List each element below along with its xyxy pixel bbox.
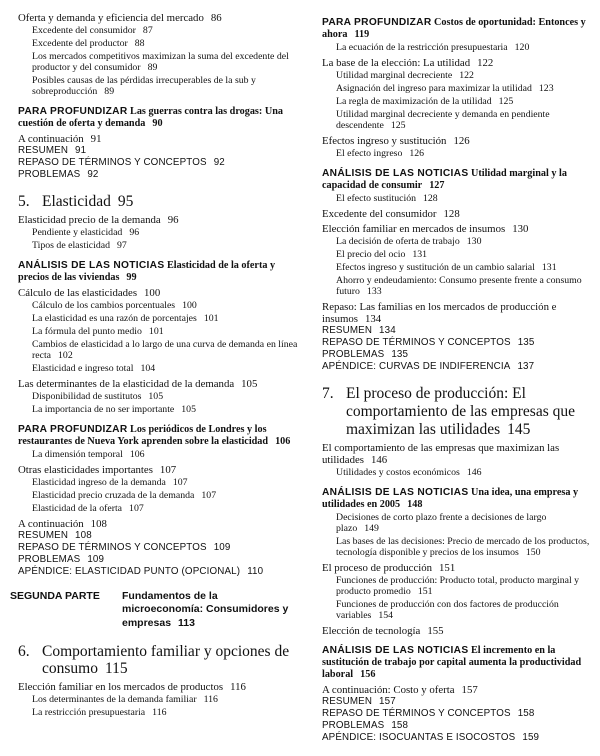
chapter-number: 7. bbox=[322, 385, 334, 403]
page-number: 148 bbox=[407, 498, 423, 510]
feature-title: Las guerras contra las drogas: Una cuestión de oferta y demanda bbox=[18, 105, 283, 129]
toc-end-matter bbox=[18, 555, 300, 566]
page-number: 116 bbox=[230, 681, 246, 694]
entry-title: Efectos ingreso y sustitución bbox=[322, 134, 447, 147]
page-number: 109 bbox=[87, 553, 105, 565]
toc-subsection bbox=[18, 491, 300, 502]
page-number: 128 bbox=[423, 193, 438, 205]
page-number: 89 bbox=[104, 85, 115, 97]
page-number: 88 bbox=[134, 38, 145, 50]
toc-section bbox=[18, 464, 300, 476]
entry-title: RESUMEN bbox=[322, 695, 373, 707]
page-number: 150 bbox=[525, 546, 541, 558]
toc-subsection bbox=[322, 149, 590, 160]
feature-label: ANÁLISIS DE LAS NOTICIAS bbox=[322, 486, 469, 498]
entry-title: RESUMEN bbox=[322, 325, 373, 337]
page-number: 102 bbox=[58, 349, 73, 361]
page-number: 156 bbox=[360, 668, 376, 680]
toc-feature-box bbox=[322, 17, 590, 41]
toc-subsection bbox=[322, 600, 590, 622]
toc-subsection bbox=[322, 537, 590, 559]
page-number: 137 bbox=[517, 361, 535, 373]
toc-end-matter bbox=[322, 326, 590, 337]
page-number: 123 bbox=[538, 83, 554, 95]
toc-section bbox=[322, 57, 590, 69]
entry-title: PROBLEMAS bbox=[18, 168, 81, 180]
feature-title: El incremento en la sustitución de trabajo por capital aumenta la productividad laboral bbox=[322, 644, 582, 680]
page-number: 95 bbox=[117, 192, 134, 210]
entry-title: Elasticidad precio de la demanda bbox=[18, 213, 161, 226]
entry-title: Excedente del consumidor bbox=[32, 25, 136, 37]
entry-title: Pendiente y elasticidad bbox=[32, 226, 123, 238]
entry-title: Elasticidad precio cruzada de la demanda bbox=[32, 489, 195, 501]
toc-subsection bbox=[18, 76, 300, 98]
entry-title: PROBLEMAS bbox=[322, 719, 385, 731]
entry-title: Ahorro y endeudamiento: Consumo presente frente a consumo futuro bbox=[336, 275, 582, 298]
feature-label: PARA PROFUNDIZAR bbox=[18, 423, 128, 435]
page-number: 126 bbox=[453, 134, 470, 147]
page-number: 91 bbox=[75, 145, 87, 157]
toc-end-matter bbox=[18, 170, 300, 181]
toc-feature-box bbox=[322, 487, 590, 511]
page-number: 157 bbox=[379, 695, 396, 707]
page-number: 146 bbox=[370, 453, 388, 466]
toc-end-matter bbox=[322, 697, 590, 708]
toc-subsection bbox=[18, 364, 300, 375]
entry-title: Cálculo de los cambios porcentuales bbox=[32, 299, 176, 311]
part-label: SEGUNDA PARTE bbox=[10, 589, 100, 602]
entry-title: Repaso: Las familias en los mercados de producción e insumos bbox=[322, 301, 557, 326]
entry-title: Las determinantes de la elasticidad de la demanda bbox=[18, 377, 235, 390]
page-number: 122 bbox=[477, 57, 494, 70]
toc-end-matter bbox=[322, 709, 590, 720]
chapter-title: Comportamiento familiar y opciones de consumo bbox=[42, 642, 290, 678]
page-number: 107 bbox=[172, 476, 188, 488]
entry-title: Tipos de elasticidad bbox=[32, 239, 111, 251]
entry-title: Otras elasticidades importantes bbox=[18, 463, 153, 476]
page-number: 89 bbox=[147, 61, 158, 73]
toc-chapter bbox=[18, 193, 300, 211]
part-title-block bbox=[122, 590, 300, 631]
page-number: 126 bbox=[409, 148, 425, 160]
entry-title: REPASO DE TÉRMINOS Y CONCEPTOS bbox=[18, 541, 207, 553]
page-number: 116 bbox=[203, 694, 218, 706]
toc-subsection bbox=[322, 263, 590, 274]
entry-title: APÉNDICE: CURVAS DE INDIFERENCIA bbox=[322, 361, 511, 373]
entry-title: A continuación: Costo y oferta bbox=[322, 683, 455, 696]
toc-subsection bbox=[322, 513, 590, 535]
page-number: 154 bbox=[378, 609, 394, 621]
entry-title: Posibles causas de las pérdidas irrecuperables de la sub y sobreproducción bbox=[32, 74, 256, 97]
toc-subsection bbox=[18, 52, 300, 74]
entry-title: Cálculo de las elasticidades bbox=[18, 286, 138, 299]
page-number: 92 bbox=[213, 157, 225, 168]
entry-title: Los determinantes de la demanda familiar bbox=[32, 694, 197, 706]
toc-subsection bbox=[322, 276, 590, 298]
chapter-title-block bbox=[42, 643, 300, 679]
page-number: 125 bbox=[498, 96, 514, 108]
toc-subsection bbox=[18, 405, 300, 416]
toc-subsection bbox=[18, 504, 300, 515]
entry-title: El comportamiento de las empresas que maximizan las utilidades bbox=[322, 441, 560, 466]
page-number: 104 bbox=[140, 362, 156, 374]
toc-subsection bbox=[322, 194, 590, 205]
toc-section bbox=[322, 135, 590, 147]
page-number: 90 bbox=[152, 117, 163, 129]
toc-subsection bbox=[322, 576, 590, 598]
toc-subsection bbox=[18, 392, 300, 403]
entry-title: Cambios de elasticidad a lo largo de una curva de demanda en línea recta bbox=[32, 338, 298, 361]
toc-subsection bbox=[18, 340, 300, 362]
feature-label: PARA PROFUNDIZAR bbox=[322, 17, 432, 28]
toc-end-matter bbox=[18, 531, 300, 542]
page-number: 105 bbox=[241, 377, 258, 390]
toc-subsection bbox=[18, 695, 300, 706]
entry-title: REPASO DE TÉRMINOS Y CONCEPTOS bbox=[322, 337, 511, 349]
toc-section bbox=[18, 133, 300, 145]
page-number: 106 bbox=[129, 448, 145, 460]
entry-title: REPASO DE TÉRMINOS Y CONCEPTOS bbox=[18, 157, 207, 168]
chapter-title-block bbox=[346, 385, 590, 438]
toc-section bbox=[322, 442, 590, 466]
toc-subsection bbox=[322, 237, 590, 248]
toc-subsection bbox=[18, 26, 300, 37]
feature-title: Los periódicos de Londres y los restaurantes de Nueva York aprenden sobre la elasticidad bbox=[18, 423, 269, 447]
page-number: 107 bbox=[159, 463, 177, 476]
entry-title: Las bases de las decisiones: Precio de mercado de los productos, tecnología disponible y precios de los insumos bbox=[336, 535, 590, 558]
toc-subsection bbox=[18, 327, 300, 338]
page-number: 128 bbox=[443, 208, 460, 221]
toc-section bbox=[322, 223, 590, 235]
chapter-title: Elasticidad bbox=[42, 192, 111, 210]
page-number: 115 bbox=[104, 660, 128, 678]
entry-title: El proceso de producción bbox=[322, 561, 433, 574]
page-number: 122 bbox=[459, 70, 474, 82]
page-number: 105 bbox=[148, 390, 164, 402]
entry-title: Decisiones de corto plazo frente a decisiones de largo plazo bbox=[336, 511, 547, 534]
page-number: 101 bbox=[148, 325, 164, 337]
page-number: 100 bbox=[144, 286, 161, 299]
entry-title: RESUMEN bbox=[18, 529, 69, 541]
toc-end-matter bbox=[322, 733, 590, 744]
toc-subsection bbox=[322, 468, 590, 479]
page-number: 96 bbox=[129, 226, 140, 238]
entry-title: La elasticidad es una razón de porcentajes bbox=[32, 312, 197, 324]
toc-subsection bbox=[18, 478, 300, 489]
page-number: 151 bbox=[417, 585, 433, 597]
toc-end-matter bbox=[18, 158, 300, 169]
chapter-title: El proceso de producción: El comportamiento de las empresas que maximizan las utilidades bbox=[346, 385, 575, 438]
page-number: 96 bbox=[167, 213, 179, 226]
entry-title: APÉNDICE: ISOCUANTAS E ISOCOSTOS bbox=[322, 731, 516, 743]
entry-title: APÉNDICE: ELASTICIDAD PUNTO (OPCIONAL) bbox=[18, 565, 241, 577]
feature-title: Costos de oportunidad: Entonces y ahora bbox=[322, 17, 586, 41]
entry-title: Disponibilidad de sustitutos bbox=[32, 390, 142, 402]
chapter-number: 6. bbox=[18, 642, 30, 660]
entry-title: A continuación bbox=[18, 132, 84, 145]
entry-title: Asignación del ingreso para maximizar la utilidad bbox=[336, 83, 532, 95]
toc-subsection bbox=[322, 250, 590, 261]
entry-title: RESUMEN bbox=[18, 145, 69, 157]
toc-right-column bbox=[322, 9, 590, 744]
page-number: 157 bbox=[461, 683, 478, 696]
part-title: Fundamentos de la microeconomía: Consumidores y empresas bbox=[122, 589, 289, 629]
entry-title: El precio del ocio bbox=[336, 249, 406, 261]
page-number: 134 bbox=[365, 313, 382, 326]
page-number: 120 bbox=[514, 42, 530, 54]
entry-title: Excedente del productor bbox=[32, 38, 128, 50]
entry-title: Utilidad marginal decreciente bbox=[336, 70, 453, 82]
page-number: 135 bbox=[517, 337, 535, 349]
toc-end-matter bbox=[322, 721, 590, 732]
entry-title: REPASO DE TÉRMINOS Y CONCEPTOS bbox=[322, 707, 511, 719]
toc-feature-box bbox=[18, 424, 300, 448]
toc-subsection bbox=[18, 450, 300, 461]
page-number: 133 bbox=[366, 286, 382, 298]
toc-subsection bbox=[18, 39, 300, 50]
toc-section bbox=[322, 562, 590, 574]
page-number: 110 bbox=[247, 565, 264, 577]
entry-title: Utilidad marginal decreciente y demanda en pendiente descendente bbox=[336, 109, 550, 131]
page-number: 146 bbox=[466, 466, 482, 478]
page-number: 107 bbox=[201, 489, 217, 501]
entry-title: Elección familiar en los mercados de productos bbox=[18, 681, 224, 694]
page-number: 125 bbox=[390, 119, 406, 131]
page-number: 134 bbox=[379, 325, 396, 337]
page-number: 155 bbox=[427, 624, 444, 637]
feature-label: PARA PROFUNDIZAR bbox=[18, 105, 128, 117]
entry-title: La dimensión temporal bbox=[32, 448, 123, 460]
page-number: 105 bbox=[181, 403, 196, 415]
toc-left-column bbox=[10, 9, 300, 719]
page-number: 107 bbox=[129, 502, 144, 514]
toc-subsection bbox=[18, 314, 300, 325]
toc-feature-box bbox=[18, 260, 300, 284]
toc-section bbox=[322, 208, 590, 220]
feature-title: Utilidad marginal y la capacidad de consumir bbox=[322, 168, 567, 192]
toc-subsection bbox=[18, 228, 300, 239]
page-number: 158 bbox=[517, 707, 535, 719]
feature-title: Una idea, una empresa y utilidades en 2005 bbox=[322, 486, 579, 510]
toc-end-matter bbox=[18, 567, 300, 578]
toc-subsection bbox=[322, 97, 590, 108]
page-number: 113 bbox=[178, 616, 195, 629]
page-number: 135 bbox=[391, 349, 409, 361]
toc-section bbox=[322, 684, 590, 696]
page-number: 149 bbox=[364, 522, 379, 534]
page-number: 145 bbox=[507, 420, 531, 438]
page-number: 116 bbox=[152, 707, 167, 719]
page-number: 119 bbox=[354, 29, 370, 41]
toc-subsection bbox=[18, 301, 300, 312]
page-number: 131 bbox=[412, 249, 428, 261]
page-number: 108 bbox=[75, 529, 92, 541]
entry-title: PROBLEMAS bbox=[322, 349, 385, 361]
entry-title: Elasticidad ingreso de la demanda bbox=[32, 476, 166, 488]
entry-title: Elasticidad de la oferta bbox=[32, 502, 123, 514]
page-number: 106 bbox=[275, 435, 291, 447]
page-number: 100 bbox=[182, 299, 197, 311]
feature-title: Elasticidad de la oferta y precios de las viviendas bbox=[18, 259, 276, 283]
entry-title: Utilidades y costos económicos bbox=[336, 466, 460, 478]
toc-section bbox=[18, 378, 300, 390]
toc-subsection bbox=[18, 241, 300, 252]
entry-title: Oferta y demanda y eficiencia del mercado bbox=[18, 12, 204, 24]
page-number: 108 bbox=[90, 517, 107, 530]
entry-title: Funciones de producción: Producto total, producto marginal y producto promedio bbox=[336, 574, 580, 597]
toc-subsection bbox=[322, 71, 590, 82]
entry-title: Efectos ingreso y sustitución de un cambio salarial bbox=[336, 262, 535, 274]
entry-title: Los mercados competitivos maximizan la suma del excedente del productor y del consumidor bbox=[32, 51, 289, 73]
entry-title: Elasticidad e ingreso total bbox=[32, 362, 134, 374]
toc-section bbox=[322, 625, 590, 637]
toc-feature-box bbox=[322, 168, 590, 192]
toc-section bbox=[18, 287, 300, 299]
page-number: 131 bbox=[541, 262, 557, 274]
chapter-number: 5. bbox=[18, 192, 30, 210]
page-number: 109 bbox=[213, 541, 231, 553]
page-number: 151 bbox=[439, 561, 456, 574]
page-number: 86 bbox=[210, 12, 222, 24]
feature-label: ANÁLISIS DE LAS NOTICIAS bbox=[18, 259, 165, 271]
page-number: 127 bbox=[429, 180, 445, 192]
entry-title: El efecto ingreso bbox=[336, 148, 403, 160]
page-number: 87 bbox=[142, 25, 153, 37]
page-number: 130 bbox=[512, 223, 529, 236]
toc-chapter bbox=[18, 643, 300, 679]
entry-title: La decisión de oferta de trabajo bbox=[336, 236, 460, 248]
entry-title: La restricción presupuestaria bbox=[32, 707, 146, 719]
toc-section bbox=[18, 518, 300, 530]
toc-feature-box bbox=[18, 106, 300, 130]
entry-title: Funciones de producción con dos factores de producción variables bbox=[336, 598, 559, 621]
entry-title: La fórmula del punto medio bbox=[32, 325, 142, 337]
toc-section bbox=[18, 681, 300, 693]
page-number: 97 bbox=[117, 239, 127, 251]
toc-end-matter bbox=[322, 338, 590, 349]
page-number: 130 bbox=[466, 236, 482, 248]
toc-subsection bbox=[322, 110, 590, 132]
entry-title: La importancia de no ser importante bbox=[32, 403, 175, 415]
entry-title: Excedente del consumidor bbox=[322, 208, 437, 221]
toc-end-matter bbox=[18, 146, 300, 157]
toc-subsection bbox=[18, 708, 300, 719]
toc-section bbox=[18, 214, 300, 226]
entry-title: Elección de tecnología bbox=[322, 624, 421, 637]
toc-part bbox=[10, 590, 300, 631]
entry-title: PROBLEMAS bbox=[18, 553, 81, 565]
page-number: 92 bbox=[87, 168, 99, 180]
entry-title: A continuación bbox=[18, 517, 84, 530]
toc-section bbox=[18, 12, 300, 24]
toc-end-matter bbox=[18, 543, 300, 554]
toc-feature-box bbox=[322, 645, 590, 681]
chapter-title-block bbox=[42, 193, 300, 211]
toc-subsection bbox=[322, 84, 590, 95]
entry-title: La base de la elección: La utilidad bbox=[322, 57, 471, 70]
page-number: 159 bbox=[522, 731, 540, 743]
toc-chapter bbox=[322, 385, 590, 438]
page-number: 101 bbox=[203, 312, 219, 324]
entry-title: La ecuación de la restricción presupuestaria bbox=[336, 42, 508, 54]
feature-label: ANÁLISIS DE LAS NOTICIAS bbox=[322, 644, 469, 656]
page-number: 158 bbox=[391, 719, 409, 731]
entry-title: Elección familiar en mercados de insumos bbox=[322, 223, 506, 236]
page-number: 99 bbox=[126, 271, 137, 283]
entry-title: El efecto sustitución bbox=[336, 193, 416, 205]
feature-label: ANÁLISIS DE LAS NOTICIAS bbox=[322, 168, 469, 179]
toc-subsection bbox=[322, 43, 590, 54]
toc-end-matter bbox=[322, 362, 590, 373]
toc-end-matter bbox=[322, 350, 590, 361]
toc-section bbox=[322, 301, 590, 325]
entry-title: La regla de maximización de la utilidad bbox=[336, 96, 492, 108]
page-number: 91 bbox=[90, 132, 102, 145]
